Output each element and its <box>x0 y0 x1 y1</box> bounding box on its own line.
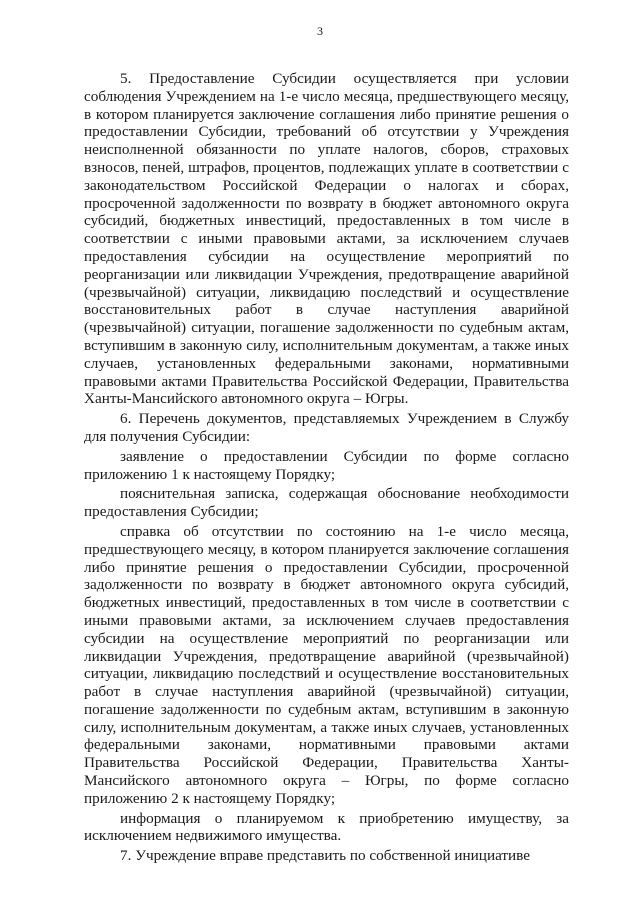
paragraph-5-subsidy-conditions: 5. Предоставление Субсидии осуществляется при условии соблюдения Учреждением на 1-е число месяца, предшествующего месяцу, в котором планируется заключение соглашения либо принятие решения о предоставлении Субсидии, требований об отсутствии у Учреждения неисполненной обязанности по уплате налогов, сборов, страховых взносов, пеней, штрафов, процентов, подлежащих уплате в соответствии с законодательством Российской Федерации о налогах и сборах, просроченной задолженности по возврату в бюджет автономного округа субсидий, бюджетных инвестиций, предоставленных в том числе в соответствии с иными правовыми актами, за исключением случаев предоставления субсидии на осуществление мероприятий по реорганизации или ликвидации Учреждения, предотвращение аварийной (чрезвычайной) ситуации, ликвидацию последствий и осуществление восстановительных работ в случае наступления аварийной (чрезвычайной) ситуации, погашение задолженности по судебным актам, вступившим в законную силу, исполнительным документам, а также иных случаев, установленных федеральными законами, нормативными правовыми актами Правительства Российской Федерации, Правительства Ханты-Мансийского автономного округа – Югры. <box>84 70 569 408</box>
paragraph-6-documents-list: 6. Перечень документов, представляемых Учреждением в Службу для получения Субсидии: <box>84 410 569 445</box>
list-item-explanatory-note: пояснительная записка, содержащая обоснование необходимости предоставления Субсидии; <box>84 485 569 521</box>
list-item-property-info: информация о планируемом к приобретению имуществу, за исключением недвижимого имущества. <box>84 809 569 845</box>
document-body <box>84 70 569 867</box>
page-number: 3 <box>317 24 323 38</box>
list-item-debt-certificate: справка об отсутствии по состоянию на 1-е число месяца, предшествующего месяцу, в котором планируется заключение соглашения либо принятие решения о предоставлении Субсидии, просроченной задолженности по возврату в бюджет автономного округа субсидий, бюджетных инвестиций, предоставленных в том числе в соответствии с иными правовыми актами, за исключением случаев предоставления субсидии на осуществление мероприятий по реорганизации или ликвидации Учреждения, предотвращение аварийной (чрезвычайной) ситуации, ликвидацию последствий и осуществление восстановительных работ в случае наступления аварийной (чрезвычайной) ситуации, погашение задолженности по судебным актам, вступившим в законную силу, исполнительным документам, а также иных случаев, установленных федеральными законами, нормативными правовыми актами Правительства Российской Федерации, Правительства Ханты-Мансийского автономного округа – Югры, по форме согласно приложению 2 к настоящему Порядку; <box>84 522 569 807</box>
paragraph-7-initiative: 7. Учреждение вправе представить по собственной инициативе <box>120 847 531 865</box>
list-item-application: заявление о предоставлении Субсидии по форме согласно приложению 1 к настоящему Порядку; <box>84 447 569 483</box>
